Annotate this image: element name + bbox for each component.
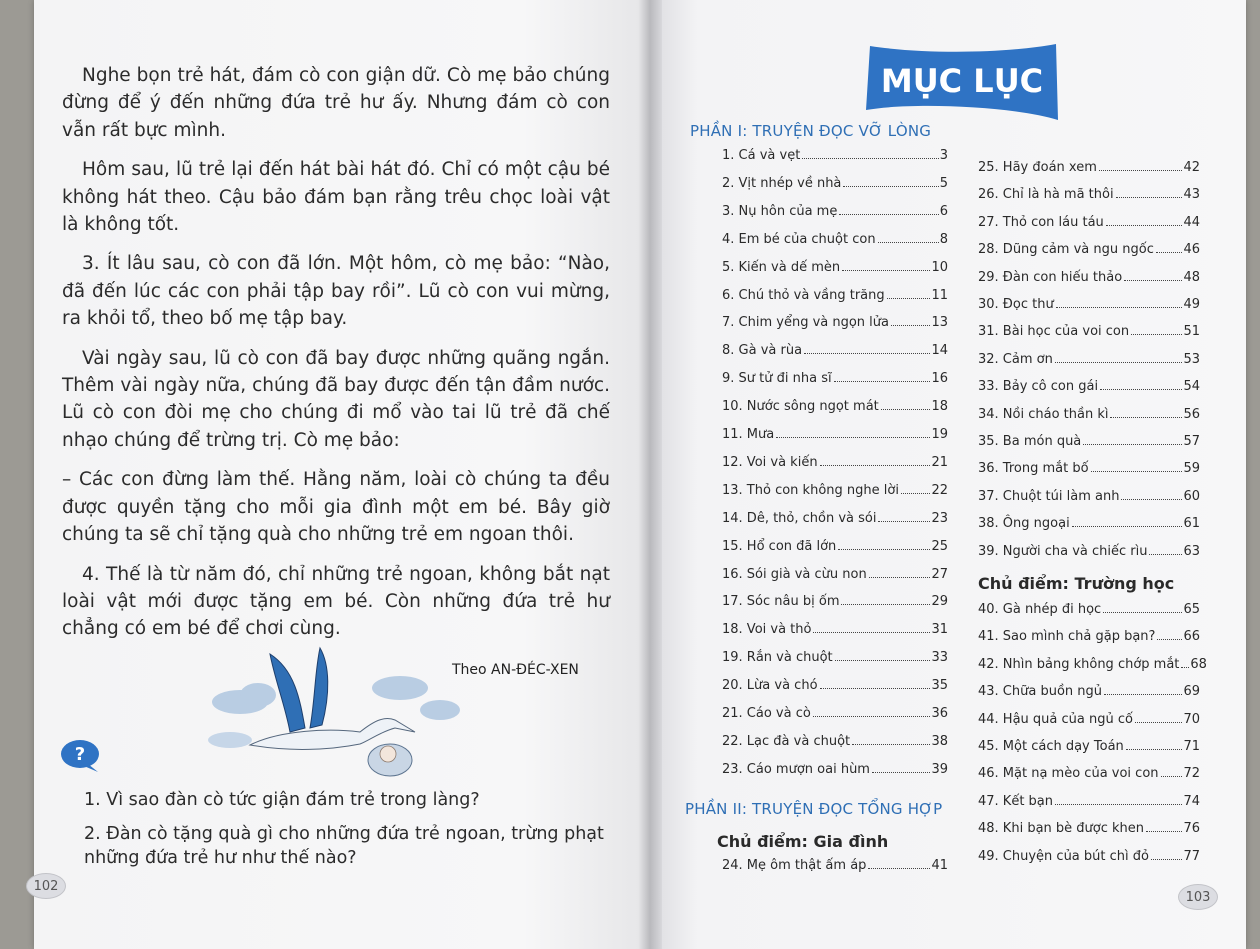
toc-entry-title: 34. Nồi cháo thần kì (978, 406, 1109, 422)
toc-leader-dots (1083, 444, 1182, 445)
page-number-left: 102 (26, 873, 66, 899)
toc-entry-title: 8. Gà và rùa (722, 343, 803, 359)
toc-entry-page: 74 (1183, 793, 1200, 809)
toc-entry (978, 766, 1200, 781)
toc-leader-dots (852, 744, 930, 745)
toc-entry-title: 11. Mưa (722, 427, 775, 442)
toc-title: MỤC LỤC (880, 62, 1044, 100)
part-2-heading: PHẦN II: TRUYỆN ĐỌC TỔNG HỢP (685, 800, 943, 818)
toc-entry (722, 567, 948, 582)
toc-entry-page: 21 (931, 454, 948, 470)
toc-entry (722, 511, 948, 526)
story-paragraph: Vài ngày sau, lũ cò con đã bay được những quãng ngắn. Thêm vài ngày nữa, chúng đã bay được đến tận đầm nước. Lũ cò con đòi mẹ cho chúng đi mổ vào tai lũ trẻ đã chế nhạo chúng để trừng trị. Cò mẹ bảo: (62, 347, 610, 451)
toc-entry (722, 176, 948, 191)
toc-entry-title: 43. Chữa buồn ngủ (978, 684, 1103, 700)
story-credit: Theo AN-ĐÉC-XEN (452, 662, 579, 678)
toc-entry-page: 66 (1183, 629, 1200, 645)
toc-entry-title: 7. Chim yểng và ngọn lửa (722, 315, 890, 331)
toc-entry-title: 22. Lạc đà và chuột (722, 733, 851, 749)
toc-entry (722, 678, 948, 693)
toc-leader-dots (1106, 225, 1183, 226)
toc-entry-title: 4. Em bé của chuột con (722, 231, 876, 247)
toc-entry (978, 656, 1207, 672)
toc-leader-dots (1116, 197, 1183, 198)
toc-entry-page: 63 (1183, 543, 1200, 559)
cloud (208, 732, 252, 748)
toc-entry-page: 13 (931, 315, 948, 331)
toc-entry-page: 25 (931, 538, 948, 554)
toc-leader-dots (1146, 831, 1182, 832)
toc-entry-title: 45. Một cách dạy Toán (978, 739, 1124, 754)
toc-entry-title: 29. Đàn con hiếu thảo (978, 269, 1123, 285)
story-paragraph: – Các con đừng làm thế. Hằng năm, loài cò chúng ta đều được quyền tặng cho mỗi gia đình một em bé. Bây giờ chúng ta sẽ chỉ tặng quà cho những trẻ em ngoan thôi. (62, 469, 610, 546)
toc-entry (978, 270, 1200, 285)
toc-entry-page: 14 (931, 343, 948, 359)
toc-leader-dots (1056, 307, 1183, 308)
toc-entry (722, 483, 948, 498)
part-1-heading: PHẦN I: TRUYỆN ĐỌC VỠ LÒNG (690, 122, 932, 140)
toc-leader-dots (813, 716, 931, 717)
toc-entry-title: 15. Hổ con đã lớn (722, 538, 837, 554)
toc-entry (978, 712, 1200, 727)
toc-entry-title: 32. Cảm ơn (978, 351, 1053, 367)
book-gutter (638, 0, 662, 949)
toc-entry-page: 71 (1183, 739, 1200, 754)
toc-entry-title: 3. Nụ hôn của mẹ (722, 203, 838, 219)
toc-entry-title: 5. Kiến và dế mèn (722, 259, 841, 275)
toc-leader-dots (835, 660, 931, 661)
toc-entry (722, 734, 948, 749)
toc-leader-dots (802, 158, 938, 159)
toc-leader-dots (1131, 334, 1182, 335)
toc-entry-title: 16. Sói già và cừu non (722, 566, 867, 582)
toc-entry (978, 352, 1200, 367)
toc-entry (978, 242, 1200, 257)
toc-entry (978, 544, 1200, 559)
toc-entry-title: 33. Bảy cô con gái (978, 379, 1099, 395)
topic-school-heading: Chủ điểm: Trường học (978, 574, 1175, 593)
toc-entry-title: 41. Sao mình chả gặp bạn? (978, 629, 1156, 645)
toc-entry-title: 37. Chuột túi làm anh (978, 488, 1120, 504)
toc-entry (722, 622, 948, 637)
toc-leader-dots (820, 688, 931, 689)
toc-entry-page: 65 (1183, 602, 1200, 617)
toc-entry-page: 23 (931, 510, 948, 526)
toc-entry (722, 343, 948, 358)
toc-leader-dots (881, 409, 931, 410)
toc-entry (722, 232, 948, 247)
question-badge-text: ? (74, 744, 86, 765)
toc-entry-page: 76 (1183, 821, 1200, 837)
toc-leader-dots (1161, 776, 1183, 777)
toc-leader-dots (1181, 667, 1189, 668)
toc-entry (978, 629, 1200, 644)
toc-entry (978, 489, 1200, 504)
toc-entry-page: 18 (931, 399, 948, 415)
toc-entry (722, 539, 948, 554)
toc-entry (978, 821, 1200, 836)
toc-leader-dots (891, 325, 930, 326)
toc-entry (722, 288, 948, 303)
toc-entry-page: 56 (1183, 406, 1200, 422)
toc-entry (978, 324, 1200, 339)
toc-entry-title: 23. Cáo mượn oai hùm (722, 761, 870, 777)
toc-leader-dots (1149, 554, 1182, 555)
toc-leader-dots (838, 549, 930, 550)
page-number-right: 103 (1178, 884, 1218, 910)
toc-entry-title: 1. Cá và vẹt (722, 148, 801, 163)
toc-entry (722, 315, 948, 330)
toc-entry (722, 399, 948, 414)
toc-leader-dots (1156, 252, 1183, 253)
toc-entry (722, 260, 948, 275)
toc-entry-title: 40. Gà nhép đi học (978, 602, 1102, 617)
toc-leader-dots (813, 632, 930, 633)
toc-entry (978, 849, 1200, 864)
toc-entry (978, 461, 1200, 476)
toc-entry-page: 57 (1183, 434, 1200, 449)
cloud (420, 700, 460, 720)
toc-entry-title: 14. Dê, thỏ, chồn và sói (722, 510, 877, 526)
toc-entry (722, 148, 948, 163)
toc-entry-title: 26. Chỉ là hà mã thôi (978, 187, 1114, 203)
toc-entry-title: 35. Ba món quà (978, 434, 1082, 449)
toc-entry-page: 77 (1183, 848, 1200, 864)
toc-entry (722, 762, 948, 777)
toc-entry-title: 38. Ông ngoại (978, 516, 1070, 532)
toc-entry-page: 8 (939, 231, 948, 247)
toc-entry-page: 31 (931, 622, 948, 638)
toc-entry-page: 22 (931, 482, 948, 498)
toc-entry (978, 297, 1200, 312)
toc-entry-title: 46. Mặt nạ mèo của voi con (978, 766, 1159, 782)
toc-leader-dots (1135, 722, 1182, 723)
toc-entry-title: 39. Người cha và chiếc rìu (978, 543, 1148, 559)
toc-leader-dots (1157, 639, 1182, 640)
toc-leader-dots (834, 381, 931, 382)
toc-entry-page: 35 (931, 678, 948, 694)
toc-entry-page: 36 (931, 706, 948, 721)
story-paragraph: 3. Ít lâu sau, cò con đã lớn. Một hôm, cò mẹ bảo: “Nào, đã đến lúc các con phải tập bay rồi”. Lũ cò con vui mừng, ra khỏi tổ, theo bố mẹ tập bay. (62, 253, 610, 330)
toc-entry-page: 3 (939, 148, 948, 163)
toc-entry-title: 10. Nước sông ngọt mát (722, 399, 879, 415)
toc-entry (978, 434, 1200, 449)
toc-entry (978, 215, 1200, 230)
toc-entry (978, 739, 1200, 754)
topic-family-heading: Chủ điểm: Gia đình (717, 832, 889, 851)
toc-leader-dots (1110, 417, 1182, 418)
toc-entry-page: 39 (931, 761, 948, 777)
toc-entry-title: 24. Mẹ ôm thật ấm áp (722, 858, 867, 873)
toc-entry (978, 602, 1200, 617)
toc-entry (978, 160, 1200, 175)
toc-entry-page: 5 (939, 175, 948, 191)
toc-entry-title: 27. Thỏ con láu táu (978, 214, 1104, 230)
toc-entry-page: 19 (931, 427, 948, 442)
toc-entry-title: 19. Rắn và chuột (722, 650, 833, 666)
toc-leader-dots (1091, 471, 1183, 472)
toc-entry-page: 44 (1183, 214, 1200, 230)
toc-leader-dots (868, 868, 930, 869)
toc-entry (722, 858, 948, 873)
toc-leader-dots (1151, 859, 1182, 860)
toc-entry (722, 427, 948, 442)
toc-leader-dots (804, 353, 930, 354)
toc-entry-page: 51 (1183, 324, 1200, 340)
toc-leader-dots (878, 521, 930, 522)
toc-entry-page: 16 (931, 371, 948, 387)
story-paragraph: Hôm sau, lũ trẻ lại đến hát bài hát đó. Chỉ có một cậu bé không hát theo. Cậu bảo đám bạn rằng trêu chọc loài vật là không tốt. (62, 159, 610, 236)
toc-leader-dots (1055, 362, 1183, 363)
toc-leader-dots (1099, 170, 1183, 171)
toc-entry (722, 455, 948, 470)
toc-entry-title: 9. Sư tử đi nha sĩ (722, 371, 832, 387)
toc-entry (722, 371, 948, 386)
toc-entry (722, 650, 948, 665)
toc-entry-title: 42. Nhìn bảng không chớp mắt (978, 656, 1180, 672)
stork-wing (310, 648, 328, 728)
story-paragraph: Nghe bọn trẻ hát, đám cò con giận dữ. Cò mẹ bảo chúng đừng để ý đến những đứa trẻ hư ấy. Nhưng đám cò con vẫn rất bực mình. (62, 65, 610, 141)
toc-entry-page: 29 (931, 594, 948, 610)
toc-leader-dots (872, 772, 930, 773)
toc-entry-page: 69 (1183, 684, 1200, 700)
toc-entry (978, 794, 1200, 809)
toc-entry (978, 379, 1200, 394)
toc-leader-dots (1100, 389, 1182, 390)
toc-entry-title: 30. Đọc thư (978, 297, 1054, 312)
toc-leader-dots (878, 242, 939, 243)
toc-entry-title: 44. Hậu quả của ngủ cố (978, 711, 1133, 727)
toc-entry-page: 49 (1183, 297, 1200, 312)
question-item: 2. Đàn cò tặng quà gì cho những đứa trẻ ngoan, trừng phạt những đứa trẻ hư như thế nào? (84, 824, 604, 868)
toc-entry-page: 11 (931, 287, 948, 303)
toc-entry-title: 28. Dũng cảm và ngu ngốc (978, 242, 1154, 258)
toc-entry-title: 47. Kết bạn (978, 793, 1054, 809)
toc-leader-dots (1124, 280, 1182, 281)
toc-leader-dots (842, 270, 930, 271)
toc-leader-dots (776, 437, 930, 438)
toc-entry-title: 20. Lừa và chó (722, 678, 818, 694)
toc-leader-dots (843, 186, 938, 187)
question-item: 1. Vì sao đàn cò tức giận đám trẻ trong làng? (84, 790, 480, 810)
question-bubble-icon (60, 738, 104, 774)
toc-entry-page: 70 (1183, 711, 1200, 727)
toc-entry-page: 33 (931, 650, 948, 666)
toc-leader-dots (887, 298, 931, 299)
toc-entry-page: 6 (939, 203, 948, 219)
toc-entry-title: 31. Bài học của voi con (978, 324, 1130, 340)
toc-entry-page: 38 (931, 733, 948, 749)
toc-entry (978, 407, 1200, 422)
toc-leader-dots (820, 465, 931, 466)
toc-entry-title: 2. Vịt nhép về nhà (722, 175, 842, 191)
toc-leader-dots (841, 604, 930, 605)
toc-leader-dots (1104, 694, 1182, 695)
toc-entry-title: 48. Khi bạn bè được khen (978, 821, 1145, 837)
toc-leader-dots (1103, 612, 1182, 613)
toc-entry-page: 61 (1183, 516, 1200, 532)
toc-entry-page: 41 (931, 858, 948, 873)
toc-entry (722, 594, 948, 609)
toc-entry (978, 684, 1200, 699)
toc-entry-title: 49. Chuyện của bút chì đỏ (978, 848, 1149, 864)
toc-entry-title: 36. Trong mắt bố (978, 461, 1089, 477)
toc-leader-dots (1055, 804, 1182, 805)
toc-entry-title: 18. Voi và thỏ (722, 622, 812, 638)
toc-entry (978, 187, 1200, 202)
toc-leader-dots (1121, 499, 1182, 500)
toc-entry-page: 54 (1183, 379, 1200, 395)
toc-entry (722, 706, 948, 721)
question-list (84, 788, 604, 880)
toc-entry-page: 48 (1183, 269, 1200, 285)
toc-leader-dots (869, 577, 931, 578)
cloud (372, 676, 428, 700)
cloud (240, 683, 276, 707)
toc-entry-title: 17. Sóc nâu bị ốm (722, 594, 840, 610)
toc-entry-title: 13. Thỏ con không nghe lời (722, 482, 899, 498)
toc-entry-page: 27 (931, 566, 948, 582)
story-paragraph: 4. Thế là từ năm đó, chỉ những trẻ ngoan, không bắt nạt loài vật mới được tặng em bé. Còn những đứa trẻ hư chẳng có em bé để chơi cùng. (62, 563, 610, 640)
toc-leader-dots (839, 214, 938, 215)
toc-entry-page: 59 (1183, 461, 1200, 477)
toc-entry (722, 204, 948, 219)
toc-entry-page: 72 (1183, 766, 1200, 782)
toc-entry-page: 53 (1183, 351, 1200, 367)
stork-illustration (200, 640, 470, 790)
toc-leader-dots (1126, 749, 1183, 750)
toc-leader-dots (1072, 526, 1183, 527)
toc-leader-dots (901, 493, 931, 494)
toc-entry-title: 25. Hãy đoán xem (978, 160, 1097, 175)
toc-entry-page: 43 (1183, 187, 1200, 203)
toc-title-banner (862, 40, 1062, 130)
toc-entry-title: 21. Cáo và cò (722, 706, 811, 721)
toc-entry-title: 6. Chú thỏ và vầng trăng (722, 287, 885, 303)
toc-entry-page: 68 (1190, 656, 1207, 672)
toc-entry-page: 10 (931, 259, 948, 275)
toc-entry-page: 46 (1183, 242, 1200, 258)
toc-entry (978, 516, 1200, 531)
story-text (62, 62, 610, 655)
toc-entry-title: 12. Voi và kiến (722, 454, 818, 470)
toc-entry-page: 42 (1183, 160, 1200, 175)
toc-entry-page: 60 (1183, 488, 1200, 504)
baby-face (380, 746, 396, 762)
